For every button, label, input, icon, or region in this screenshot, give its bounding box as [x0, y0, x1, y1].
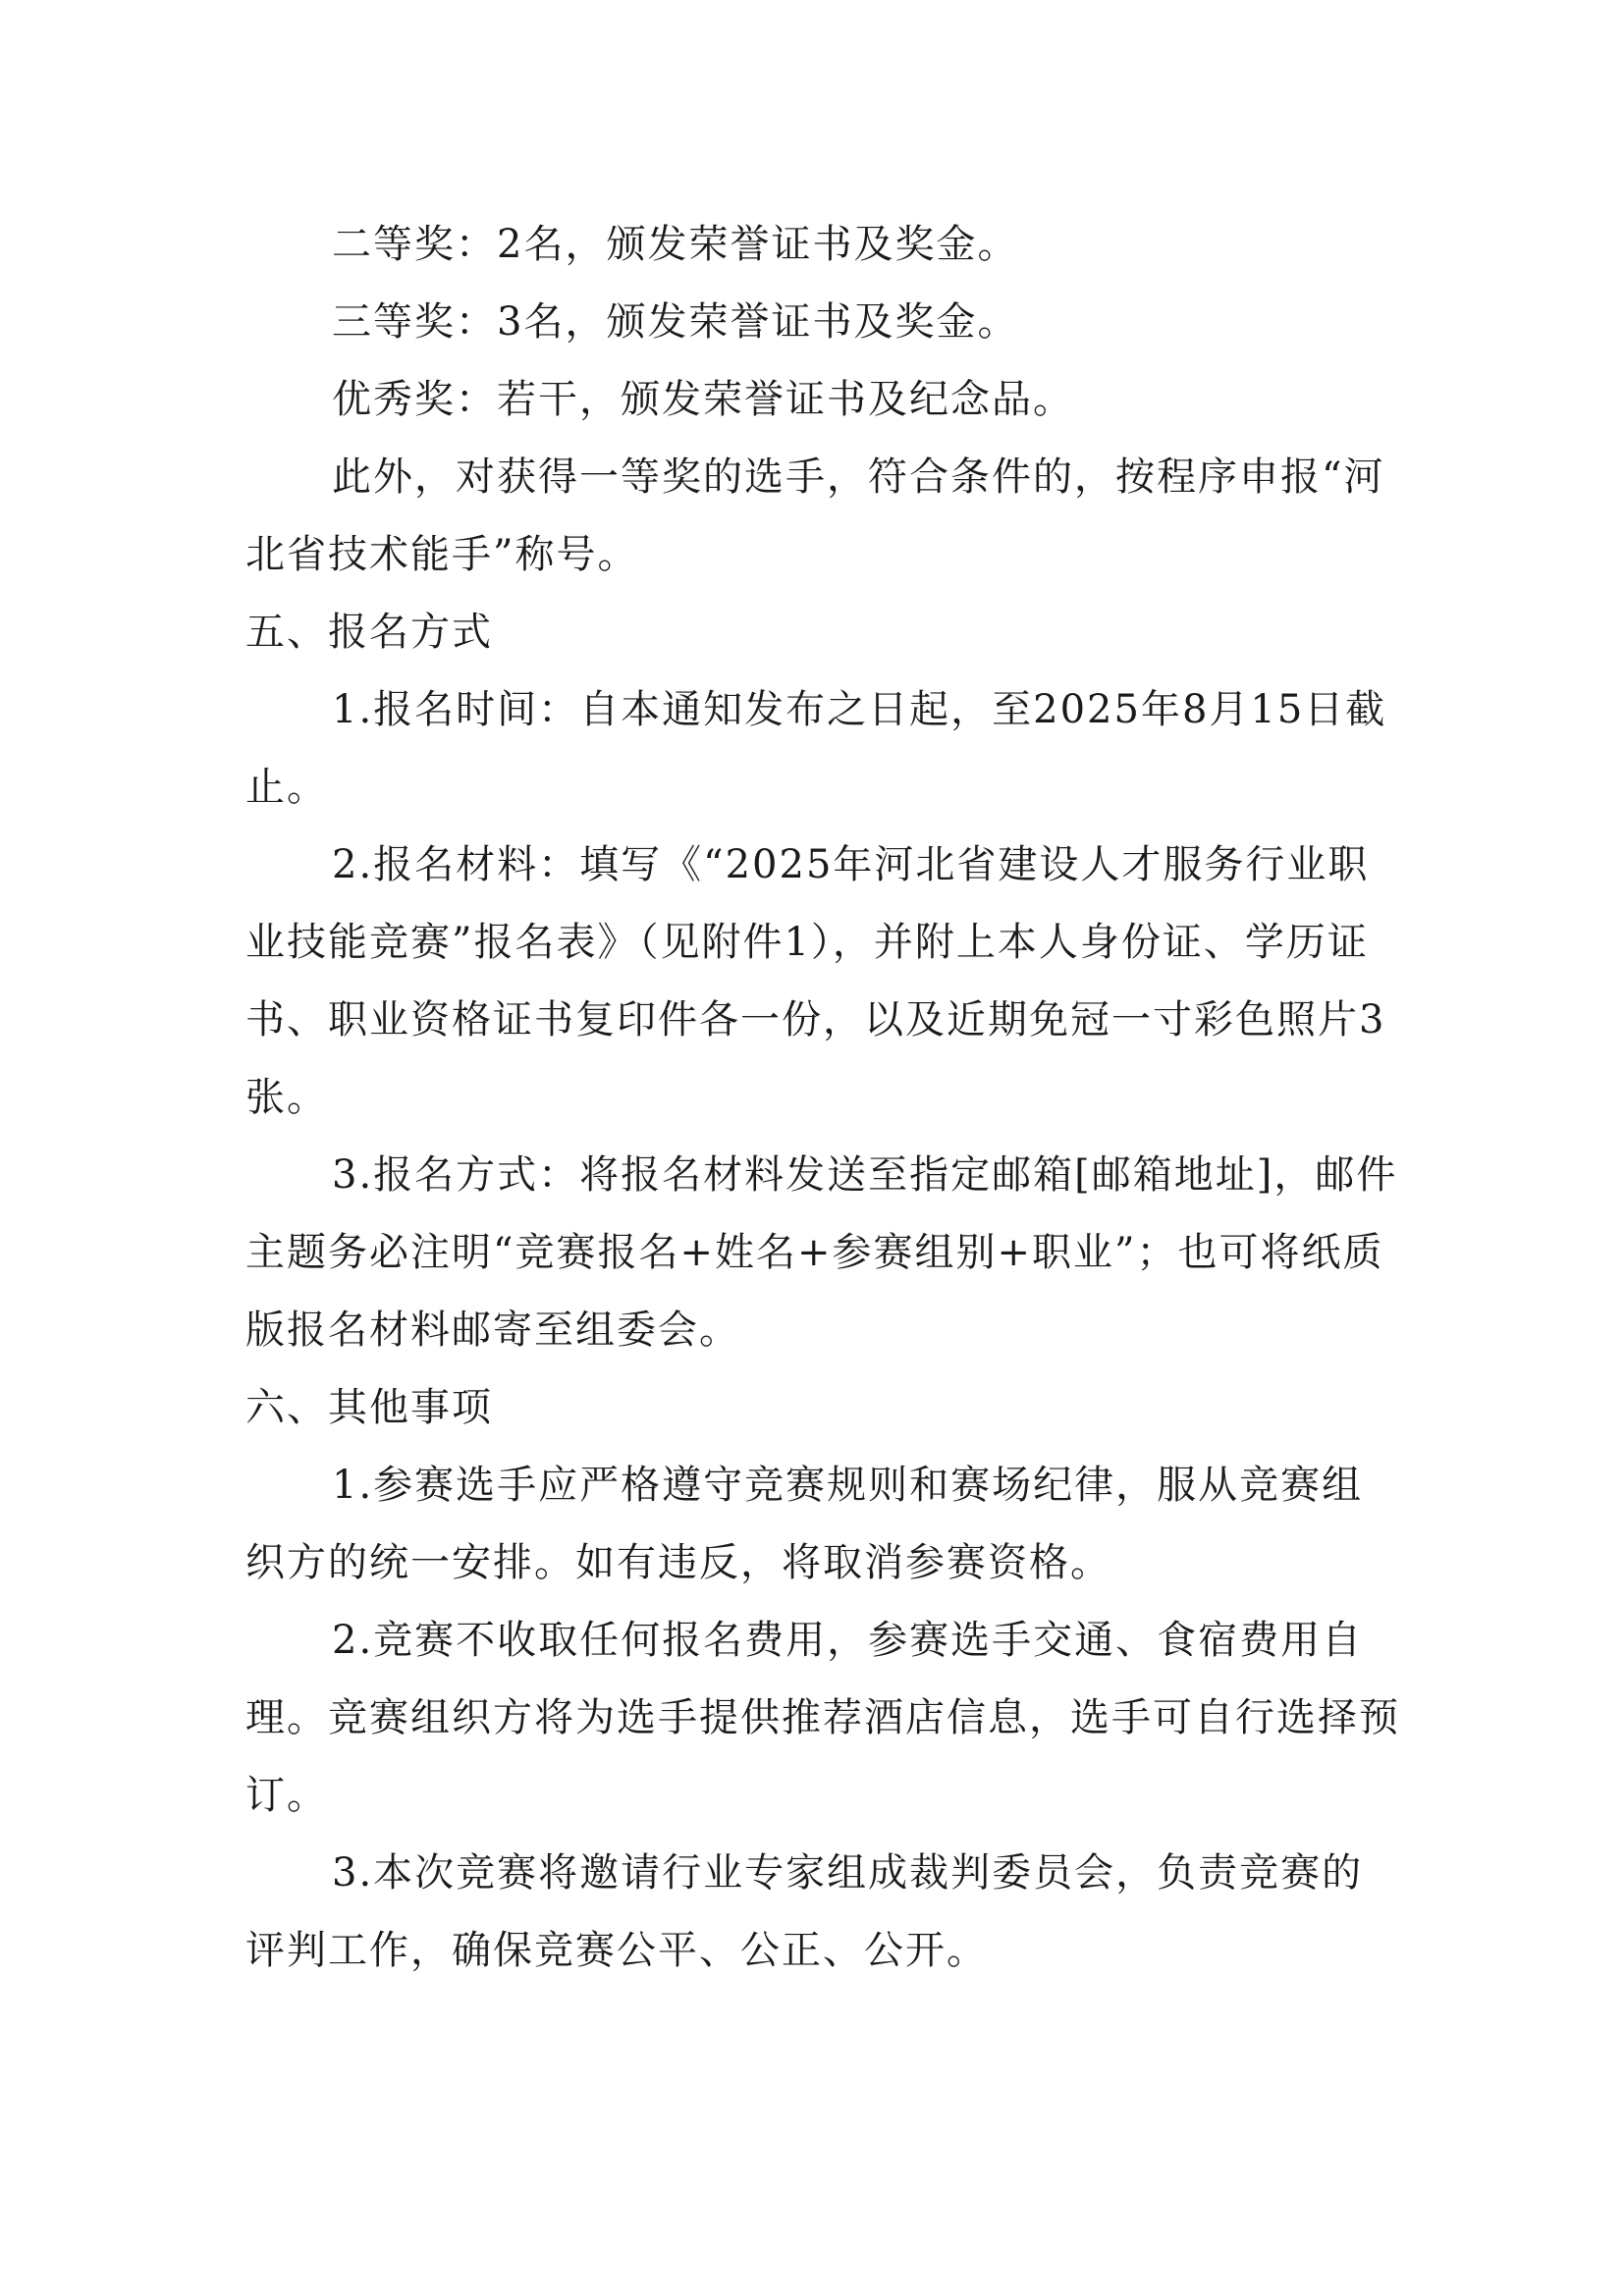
section-heading-other-matters: 六、其他事项	[245, 1385, 493, 1430]
paragraph-second-prize: 二等奖：2名，颁发荣誉证书及奖金。	[332, 222, 1019, 267]
paragraph-third-prize: 三等奖：3名，颁发荣誉证书及奖金。	[332, 299, 1019, 345]
paragraph-excellence-prize: 优秀奖：若干，颁发荣誉证书及纪念品。	[332, 377, 1074, 422]
paragraph-registration-method: 3.报名方式：将报名材料发送至指定邮箱[邮箱地址]，邮件主题务必注明“竞赛报名+姓名+参赛组别+职业”；也可将纸质版报名材料邮寄至组委会。	[245, 1152, 1398, 1353]
paragraph-registration-materials: 2.报名材料：填写《“2025年河北省建设人才服务行业职业技能竞赛”报名表》（见附件1），并附上本人身份证、学历证书、职业资格证书复印件各一份，以及近期免冠一寸彩色照片3张。	[245, 842, 1386, 1120]
paragraph-technical-expert-title: 此外，对获得一等奖的选手，符合条件的，按程序申报“河北省技术能手”称号。	[245, 454, 1385, 577]
paragraph-registration-time: 1.报名时间：自本通知发布之日起，至2025年8月15日截止。	[245, 687, 1387, 810]
document-body	[245, 206, 1404, 1990]
paragraph-judging-committee: 3.本次竞赛将邀请行业专家组成裁判委员会，负责竞赛的评判工作，确保竞赛公平、公正、公开。	[245, 1850, 1364, 1973]
paragraph-rules-discipline: 1.参赛选手应严格遵守竞赛规则和赛场纪律，服从竞赛组织方的统一安排。如有违反，将取消参赛资格。	[245, 1463, 1364, 1585]
section-heading-registration: 五、报名方式	[245, 610, 493, 655]
paragraph-fees: 2.竞赛不收取任何报名费用，参赛选手交通、食宿费用自理。竞赛组织方将为选手提供推荐酒店信息，选手可自行选择预订。	[245, 1618, 1400, 1818]
